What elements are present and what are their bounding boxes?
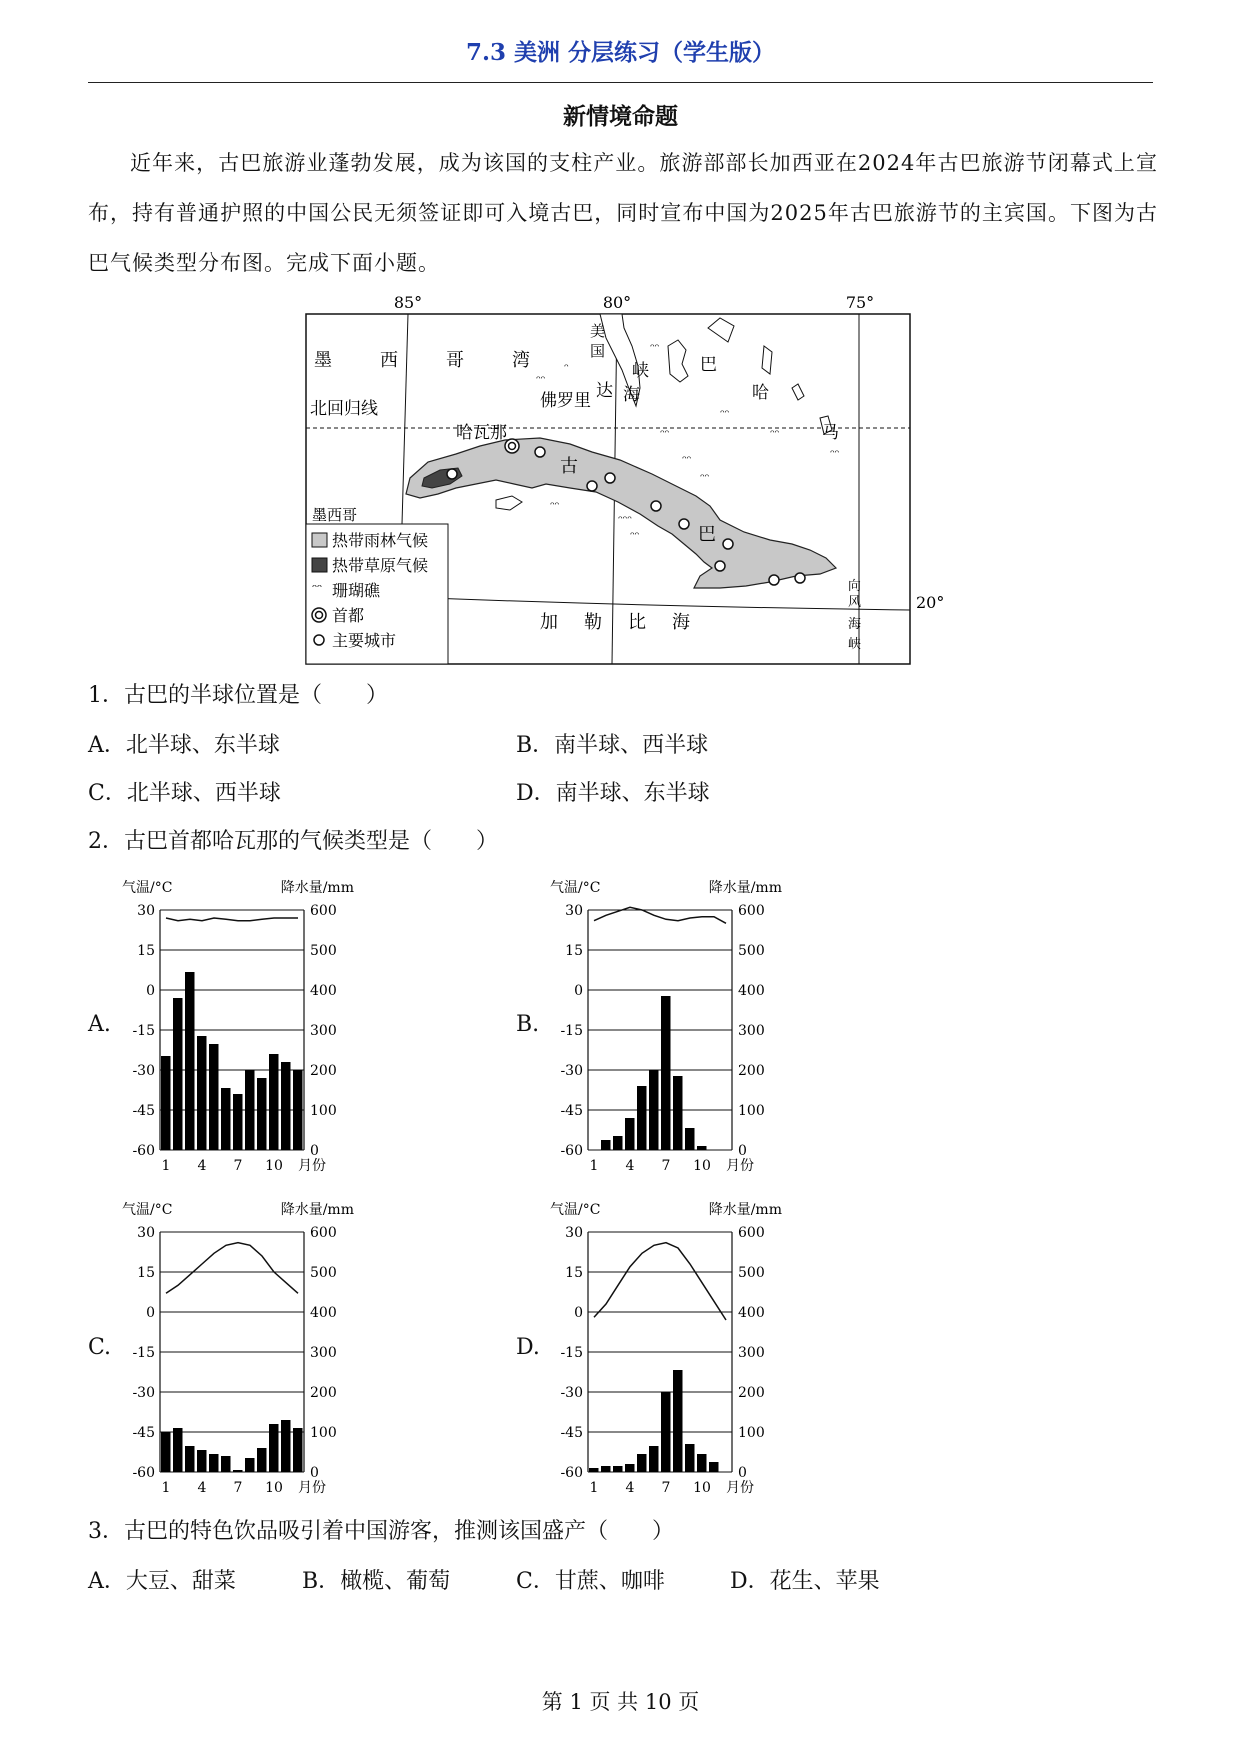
precip-bar: [685, 1128, 695, 1150]
precip-bar: [613, 1466, 623, 1472]
svg-text:ᵔᵔᵔ: ᵔᵔᵔ: [618, 513, 632, 527]
chart-a-letter[interactable]: A.: [88, 1012, 111, 1037]
svg-text:ᵔᵔ: ᵔᵔ: [550, 499, 560, 513]
section-title: 新情境命题: [563, 103, 678, 130]
temp-tick: 30: [565, 903, 583, 919]
precip-tick: 0: [738, 1465, 747, 1481]
precip-bar: [185, 972, 195, 1150]
temp-axis-label: 气温/°C: [550, 1202, 601, 1218]
precip-bar: [245, 1070, 255, 1150]
month-tick: 4: [625, 1480, 635, 1494]
svg-text:比: 比: [628, 612, 646, 633]
svg-text:首都: 首都: [332, 606, 365, 625]
usa-label: 美: [590, 322, 606, 340]
temp-tick: 15: [137, 943, 155, 959]
svg-text:ᵔᵔ: ᵔᵔ: [700, 471, 710, 485]
temp-tick: -60: [560, 1143, 583, 1159]
chart-b-letter[interactable]: B.: [516, 1012, 540, 1037]
svg-text:ᵔᵔ: ᵔᵔ: [630, 529, 640, 543]
temp-tick: 15: [137, 1265, 155, 1281]
precip-tick: 100: [310, 1425, 337, 1441]
precip-bar: [709, 1462, 719, 1472]
temperature-line: [166, 918, 298, 921]
precip-bar: [233, 1470, 243, 1472]
cuba-ba: 巴: [698, 524, 716, 545]
precip-bar: [293, 1428, 303, 1472]
precip-tick: 0: [310, 1143, 319, 1159]
precip-bar: [161, 1056, 171, 1150]
svg-text:海: 海: [623, 385, 640, 405]
temp-tick: 0: [574, 983, 583, 999]
temp-tick: -15: [132, 1023, 155, 1039]
precip-bar: [673, 1076, 683, 1150]
cuba-gu: 古: [560, 456, 578, 477]
precip-tick: 400: [738, 983, 765, 999]
intro-paragraph: 近年来，古巴旅游业蓬勃发展，成为该国的支柱产业。旅游部部长加西亚在2024年古巴旅游节闭幕式上宣布，持有普通护照的中国公民无须签证即可入境古巴，同时宣布中国为2025年古巴旅游节的主宾国。下图为古巴气候类型分布图。完成下面小题。: [88, 151, 1158, 275]
question-3: 3．古巴的特色饮品吸引着中国游客，推测该国盛产（ ）: [88, 1519, 675, 1544]
svg-text:西: 西: [380, 350, 398, 371]
climate-chart-a: [120, 872, 380, 1172]
tropic-of-cancer-label: 北回归线: [310, 399, 378, 419]
q1-option-c[interactable]: C．北半球、西半球: [88, 781, 281, 806]
svg-text:马: 马: [822, 423, 839, 443]
lon-80: 80°: [602, 293, 632, 312]
month-tick: 7: [233, 1480, 243, 1494]
month-tick: 4: [197, 1158, 207, 1172]
svg-text:ᵔᵔ: ᵔᵔ: [650, 341, 660, 355]
lat-20: 20°: [916, 593, 945, 612]
precip-tick: 500: [310, 1265, 337, 1281]
precip-tick: 500: [310, 943, 337, 959]
strait-da: 达: [596, 381, 613, 401]
cuba-climate-map: [300, 288, 960, 668]
temp-tick: -30: [560, 1063, 583, 1079]
precip-bar: [661, 996, 671, 1150]
temp-axis-label: 气温/°C: [122, 1202, 173, 1218]
caribbean-jia: 加: [540, 612, 558, 633]
month-unit: 月份: [298, 1480, 326, 1494]
precip-tick: 400: [310, 983, 337, 999]
temp-tick: -60: [132, 1465, 155, 1481]
svg-text:主要城市: 主要城市: [332, 631, 397, 650]
precip-tick: 600: [310, 1225, 337, 1241]
precip-bar: [661, 1392, 671, 1472]
month-tick: 10: [265, 1480, 283, 1494]
temp-tick: -45: [560, 1425, 583, 1441]
temp-tick: -15: [560, 1345, 583, 1361]
q3-option-c[interactable]: C．甘蔗、咖啡: [516, 1569, 665, 1594]
precip-bar: [625, 1464, 635, 1472]
chart-c-letter[interactable]: C.: [88, 1335, 112, 1360]
svg-text:峡: 峡: [848, 637, 862, 652]
precip-bar: [685, 1444, 695, 1472]
svg-text:海: 海: [848, 617, 862, 632]
precip-bar: [637, 1454, 647, 1472]
month-tick: 10: [693, 1480, 711, 1494]
precip-bar: [257, 1078, 267, 1150]
temp-tick: 0: [146, 983, 155, 999]
climate-chart-d: [548, 1194, 808, 1494]
svg-text:热带草原气候: 热带草原气候: [332, 556, 429, 575]
svg-text:海: 海: [672, 612, 690, 633]
precip-bar: [589, 1468, 599, 1472]
month-tick: 7: [661, 1480, 671, 1494]
svg-text:ᵔᵔ: ᵔᵔ: [720, 407, 730, 421]
q3-option-a[interactable]: A．大豆、甜菜: [88, 1569, 236, 1594]
temp-tick: -15: [560, 1023, 583, 1039]
florida-label: 佛罗里: [540, 391, 591, 411]
precip-bar: [601, 1140, 611, 1150]
svg-text:ᵔᵔ: ᵔᵔ: [536, 373, 546, 387]
precip-bar: [649, 1070, 659, 1150]
precip-tick: 200: [738, 1063, 765, 1079]
precip-bar: [281, 1062, 291, 1150]
precip-tick: 100: [738, 1425, 765, 1441]
precip-bar: [673, 1370, 683, 1472]
precip-tick: 300: [738, 1345, 765, 1361]
temp-tick: -60: [560, 1465, 583, 1481]
temp-tick: 15: [565, 943, 583, 959]
precip-bar: [257, 1448, 267, 1472]
precip-bar: [269, 1054, 279, 1150]
precip-bar: [281, 1420, 291, 1472]
lon-75: 75°: [845, 293, 875, 312]
precip-bar: [221, 1456, 231, 1472]
precip-axis-label: 降水量/mm: [280, 1202, 354, 1218]
precip-bar: [601, 1466, 611, 1472]
havana-label: 哈瓦那: [456, 423, 507, 443]
temp-tick: 30: [565, 1225, 583, 1241]
month-tick: 10: [693, 1158, 711, 1172]
svg-text:ᵔᵔ: ᵔᵔ: [660, 427, 670, 441]
precip-bar: [197, 1036, 207, 1150]
temperature-line: [166, 1243, 298, 1294]
temp-tick: 0: [574, 1305, 583, 1321]
precip-bar: [161, 1432, 171, 1472]
precip-tick: 100: [738, 1103, 765, 1119]
precip-tick: 600: [310, 903, 337, 919]
precip-bar: [697, 1146, 707, 1150]
precip-bar: [173, 1428, 183, 1472]
precip-tick: 200: [310, 1063, 337, 1079]
temp-tick: 15: [565, 1265, 583, 1281]
precip-bar: [173, 998, 183, 1150]
document-header: 7.3 美洲 分层练习（学生版）: [465, 39, 776, 66]
precip-tick: 600: [738, 903, 765, 919]
precip-tick: 600: [738, 1225, 765, 1241]
question-2: 2．古巴首都哈瓦那的气候类型是（ ）: [88, 829, 499, 854]
temp-axis-label: 气温/°C: [122, 880, 173, 896]
month-unit: 月份: [298, 1158, 326, 1172]
climate-chart-c: [120, 1194, 380, 1494]
svg-text:哥: 哥: [446, 350, 464, 371]
map-legend: [306, 524, 448, 664]
precip-bar: [209, 1044, 219, 1150]
svg-text:热带雨林气候: 热带雨林气候: [332, 531, 429, 550]
q1-option-a[interactable]: A．北半球、东半球: [88, 733, 280, 758]
page-footer: 第 1 页 共 10 页: [541, 1690, 700, 1714]
month-tick: 1: [161, 1158, 171, 1172]
svg-text:ᵔᵔ: ᵔᵔ: [312, 582, 323, 597]
header-divider: [88, 82, 1153, 83]
precip-axis-label: 降水量/mm: [708, 1202, 782, 1218]
temp-tick: -45: [132, 1103, 155, 1119]
svg-text:ᵔᵔ: ᵔᵔ: [770, 427, 780, 441]
svg-text:墨: 墨: [314, 350, 332, 371]
precip-bar: [185, 1446, 195, 1472]
precip-tick: 300: [310, 1023, 337, 1039]
precip-tick: 300: [738, 1023, 765, 1039]
precip-bar: [649, 1446, 659, 1472]
precip-bar: [245, 1458, 255, 1472]
temp-tick: -45: [560, 1103, 583, 1119]
precip-axis-label: 降水量/mm: [708, 880, 782, 896]
svg-text:珊瑚礁: 珊瑚礁: [332, 581, 381, 600]
precip-tick: 500: [738, 943, 765, 959]
climate-chart-b: [548, 872, 808, 1172]
temp-tick: 30: [137, 1225, 155, 1241]
month-tick: 1: [589, 1480, 599, 1494]
month-unit: 月份: [726, 1480, 754, 1494]
precip-axis-label: 降水量/mm: [280, 880, 354, 896]
temp-tick: 30: [137, 903, 155, 919]
precip-bar: [293, 1070, 303, 1150]
precip-tick: 400: [738, 1305, 765, 1321]
precip-bar: [637, 1086, 647, 1150]
svg-text:湾: 湾: [512, 350, 530, 371]
temp-axis-label: 气温/°C: [550, 880, 601, 896]
temp-tick: -15: [132, 1345, 155, 1361]
precip-bar: [613, 1136, 623, 1150]
precip-tick: 500: [738, 1265, 765, 1281]
precip-bar: [197, 1450, 207, 1472]
temp-tick: 0: [146, 1305, 155, 1321]
q3-option-b[interactable]: B．橄榄、葡萄: [302, 1569, 451, 1594]
chart-d-letter[interactable]: D.: [516, 1335, 540, 1360]
precip-tick: 300: [310, 1345, 337, 1361]
temp-tick: -60: [132, 1143, 155, 1159]
precip-bar: [233, 1094, 243, 1150]
svg-text:哈: 哈: [752, 383, 769, 403]
precip-tick: 0: [310, 1465, 319, 1481]
q3-option-d[interactable]: D．花生、苹果: [730, 1569, 880, 1594]
mexico-label: 墨西哥: [312, 506, 358, 524]
month-tick: 4: [197, 1480, 207, 1494]
svg-text:峡: 峡: [632, 361, 649, 381]
precip-tick: 200: [738, 1385, 765, 1401]
temperature-line: [594, 1243, 726, 1320]
precip-bar: [221, 1088, 231, 1150]
question-1: 1．古巴的半球位置是（ ）: [88, 683, 389, 708]
bahamas-ba: 巴: [700, 355, 717, 375]
temp-tick: -30: [560, 1385, 583, 1401]
svg-text:ᵔ: ᵔ: [564, 361, 569, 375]
precip-tick: 200: [310, 1385, 337, 1401]
month-tick: 7: [661, 1158, 671, 1172]
svg-text:风: 风: [848, 595, 862, 610]
month-tick: 10: [265, 1158, 283, 1172]
month-tick: 1: [589, 1158, 599, 1172]
precip-tick: 400: [310, 1305, 337, 1321]
temp-tick: -45: [132, 1425, 155, 1441]
precip-bar: [625, 1118, 635, 1150]
q1-option-b[interactable]: B．南半球、西半球: [516, 733, 709, 758]
month-tick: 1: [161, 1480, 171, 1494]
precip-tick: 100: [310, 1103, 337, 1119]
precip-tick: 0: [738, 1143, 747, 1159]
month-unit: 月份: [726, 1158, 754, 1172]
temp-tick: -30: [132, 1385, 155, 1401]
svg-text:勒: 勒: [584, 612, 602, 633]
month-tick: 4: [625, 1158, 635, 1172]
precip-bar: [697, 1454, 707, 1472]
month-tick: 7: [233, 1158, 243, 1172]
svg-text:ᵔᵔ: ᵔᵔ: [830, 447, 840, 461]
q1-option-d[interactable]: D．南半球、东半球: [516, 781, 710, 806]
precip-bar: [209, 1454, 219, 1472]
precip-bar: [269, 1424, 279, 1472]
svg-text:ᵔᵔ: ᵔᵔ: [682, 453, 692, 467]
svg-text:向: 向: [848, 579, 862, 594]
svg-text:国: 国: [590, 342, 606, 360]
lon-85: 85°: [393, 293, 423, 312]
temp-tick: -30: [132, 1063, 155, 1079]
